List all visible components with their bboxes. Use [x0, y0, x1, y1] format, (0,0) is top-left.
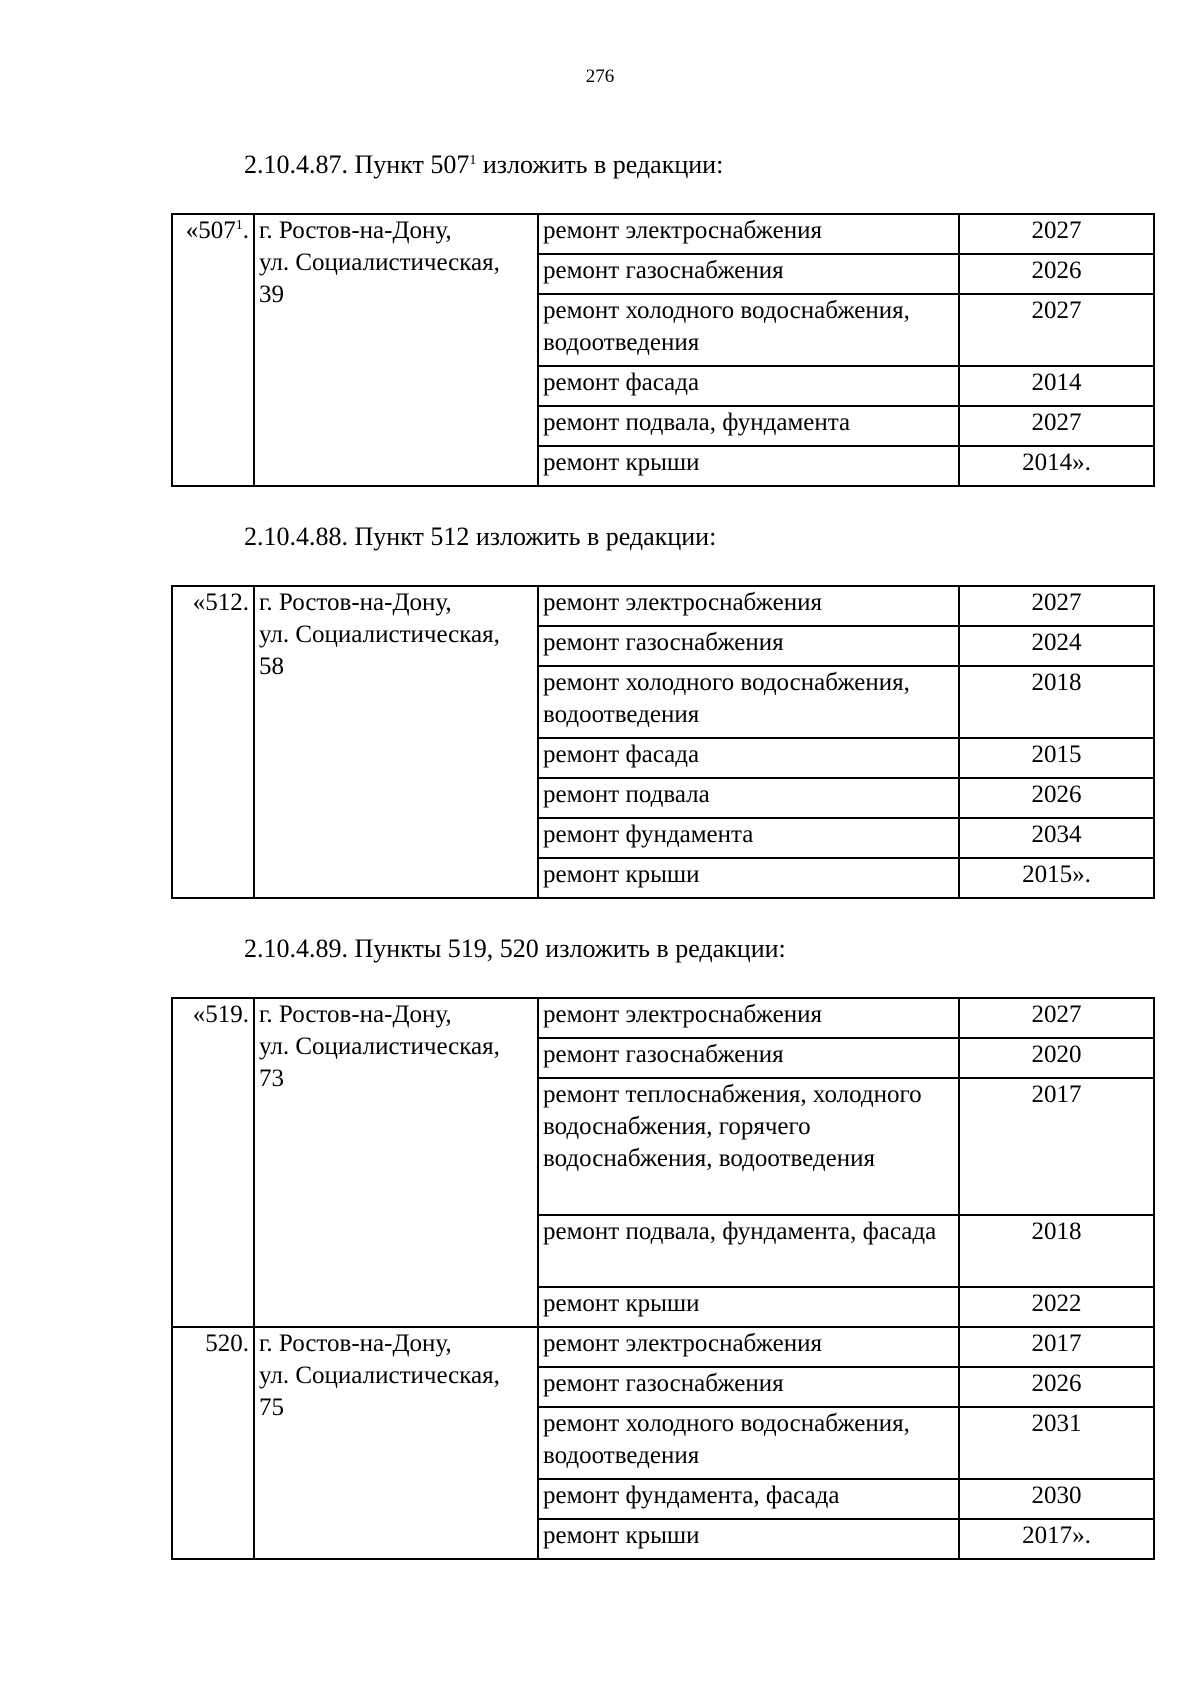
- address-cell: г. Ростов-на-Дону, ул. Социалистическая, 75: [254, 1327, 538, 1559]
- item-number: «512.: [172, 586, 254, 898]
- work-type: ремонт крыши: [538, 1519, 959, 1559]
- work-year: 2014».: [959, 446, 1154, 486]
- work-year: 2027: [959, 998, 1154, 1038]
- work-year: 2015: [959, 738, 1154, 778]
- work-type: ремонт холодного водоснабжения, водоотведения: [538, 1407, 959, 1479]
- work-year: 2034: [959, 818, 1154, 858]
- work-type: ремонт холодного водоснабжения, водоотведения: [538, 666, 959, 738]
- work-year: 2020: [959, 1038, 1154, 1078]
- work-type: ремонт газоснабжения: [538, 1038, 959, 1078]
- work-year: 2015».: [959, 858, 1154, 898]
- item-number: «$507^1$.: [172, 214, 254, 486]
- work-type: ремонт фундамента: [538, 818, 959, 858]
- table-row: [172, 998, 1154, 1038]
- work-year: 2017: [959, 1078, 1154, 1215]
- work-year: 2017».: [959, 1519, 1154, 1559]
- address-cell: г. Ростов-на-Дону, ул. Социалистическая, 73: [254, 998, 538, 1327]
- work-type: ремонт холодного водоснабжения, водоотведения: [538, 294, 959, 366]
- table-row: [172, 214, 1154, 254]
- work-type: ремонт электроснабжения: [538, 214, 959, 254]
- work-type: ремонт фасада: [538, 738, 959, 778]
- work-type: ремонт фасада: [538, 366, 959, 406]
- work-type: ремонт крыши: [538, 446, 959, 486]
- work-year: 2024: [959, 626, 1154, 666]
- table-row: [172, 586, 1154, 626]
- work-year: 2018: [959, 1215, 1154, 1287]
- repair-table-512: [171, 585, 1155, 899]
- repair-table-507-1: [171, 213, 1155, 487]
- work-type: ремонт электроснабжения: [538, 586, 959, 626]
- work-type: ремонт подвала, фундамента: [538, 406, 959, 446]
- work-type: ремонт крыши: [538, 858, 959, 898]
- section-heading-512: 2.10.4.88. Пункт 512 изложить в редакции:: [244, 522, 717, 551]
- table-row: [172, 1327, 1154, 1367]
- work-year: 2026: [959, 778, 1154, 818]
- work-type: ремонт подвала: [538, 778, 959, 818]
- work-type: ремонт подвала, фундамента, фасада: [538, 1215, 959, 1287]
- work-type: ремонт электроснабжения: [538, 998, 959, 1038]
- work-year: 2014: [959, 366, 1154, 406]
- work-year: 2027: [959, 214, 1154, 254]
- work-year: 2030: [959, 1479, 1154, 1519]
- work-year: 2026: [959, 1367, 1154, 1407]
- work-year: 2027: [959, 294, 1154, 366]
- work-type: ремонт теплоснабжения, холодного водоснабжения, горячего водоснабжения, водоотведения: [538, 1078, 959, 1215]
- work-year: 2027: [959, 406, 1154, 446]
- item-number: 520.: [172, 1327, 254, 1559]
- work-year: 2022: [959, 1287, 1154, 1327]
- work-year: 2027: [959, 586, 1154, 626]
- work-year: 2018: [959, 666, 1154, 738]
- section-heading-507-1: 2.10.4.87. Пункт $507^1$ изложить в редакции:: [244, 150, 724, 179]
- work-type: ремонт газоснабжения: [538, 254, 959, 294]
- work-type: ремонт крыши: [538, 1287, 959, 1327]
- repair-table-519-520: [171, 997, 1155, 1560]
- address-cell: г. Ростов-на-Дону, ул. Социалистическая, 58: [254, 586, 538, 898]
- work-type: ремонт электроснабжения: [538, 1327, 959, 1367]
- section-heading-519-520: 2.10.4.89. Пункты 519, 520 изложить в редакции:: [244, 934, 786, 963]
- work-type: ремонт фундамента, фасада: [538, 1479, 959, 1519]
- address-cell: г. Ростов-на-Дону, ул. Социалистическая, 39: [254, 214, 538, 486]
- work-year: 2031: [959, 1407, 1154, 1479]
- work-year: 2017: [959, 1327, 1154, 1367]
- item-number: «519.: [172, 998, 254, 1327]
- work-type: ремонт газоснабжения: [538, 626, 959, 666]
- page-number: 276: [585, 66, 615, 87]
- work-type: ремонт газоснабжения: [538, 1367, 959, 1407]
- work-year: 2026: [959, 254, 1154, 294]
